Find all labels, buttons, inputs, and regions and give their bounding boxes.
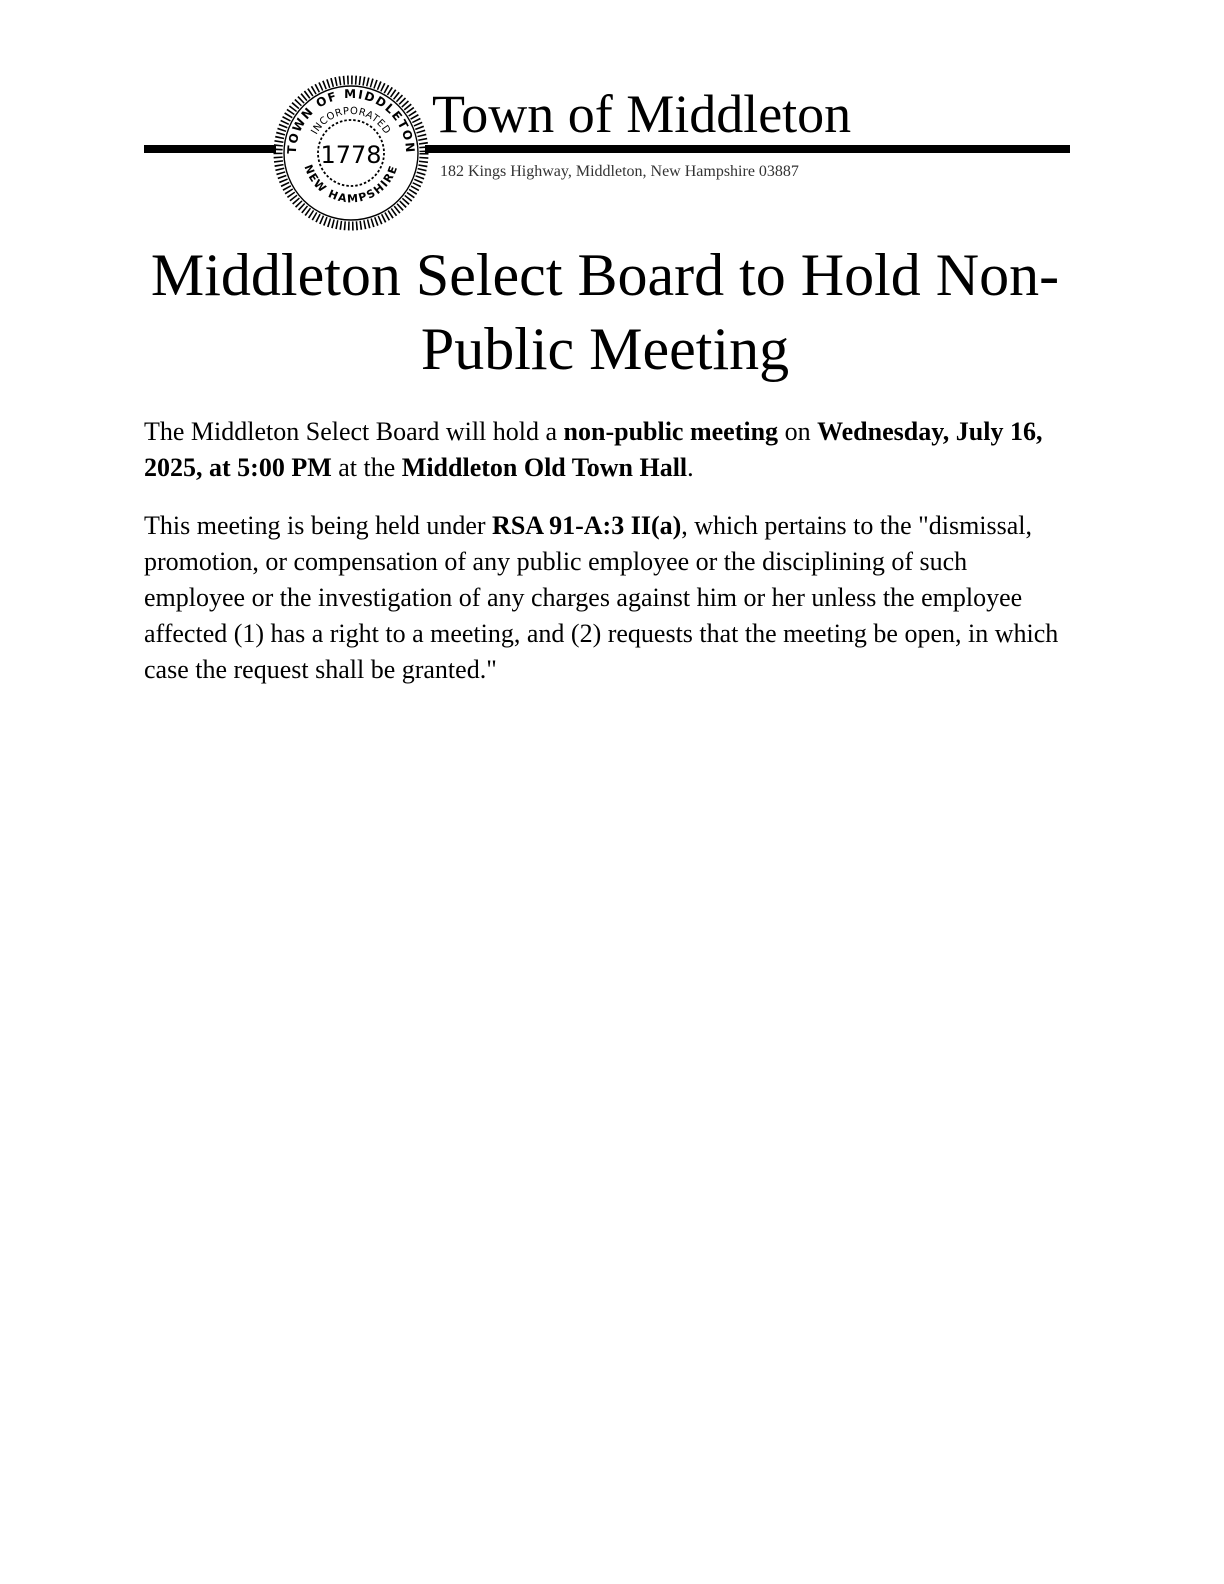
seal-bottom-text: NEW HAMPSHIRE	[301, 162, 401, 206]
text-run: .	[687, 453, 694, 482]
town-seal	[270, 72, 432, 234]
meeting-location: Middleton Old Town Hall	[401, 453, 688, 482]
header-rule-right	[425, 145, 1070, 153]
text-run: The Middleton Select Board will hold a	[144, 417, 564, 446]
text-run: on	[778, 417, 818, 446]
meeting-type: non-public meeting	[563, 417, 779, 446]
text-run: This meeting is being held under	[144, 511, 493, 540]
seal-inner-text: INCORPORATED	[309, 105, 393, 137]
town-address: 182 Kings Highway, Middleton, New Hampshire 03887	[440, 163, 799, 180]
statute-reference: RSA 91-A:3 II(a)	[492, 511, 682, 540]
page-title: Middleton Select Board to Hold Non-Public Meeting	[150, 242, 1060, 382]
meeting-announcement-paragraph	[144, 414, 1074, 486]
letterhead	[0, 0, 1224, 240]
seal-year: 1778	[320, 141, 382, 169]
statute-quote: , which pertains to the "dismissal, promotion, or compensation of any public employee or the disciplining of such employee or the investigation of any charges against him or her unless the employee affected (1) has a right to a meeting, and (2) requests that the meeting be open, in which case the request shall be granted."	[144, 511, 1059, 684]
svg-text:INCORPORATED	[309, 106, 392, 137]
seal-top-text: TOWN OF MIDDLETON	[284, 86, 418, 155]
meeting-datetime: Wednesday, July 16, 2025, at 5:00 PM	[144, 417, 1043, 482]
svg-text:NEW HAMPSHIRE	[301, 163, 400, 206]
statute-paragraph	[144, 508, 1074, 688]
town-name: Town of Middleton	[432, 84, 852, 144]
header-rule-left	[144, 145, 276, 153]
text-run: at the	[331, 453, 402, 482]
